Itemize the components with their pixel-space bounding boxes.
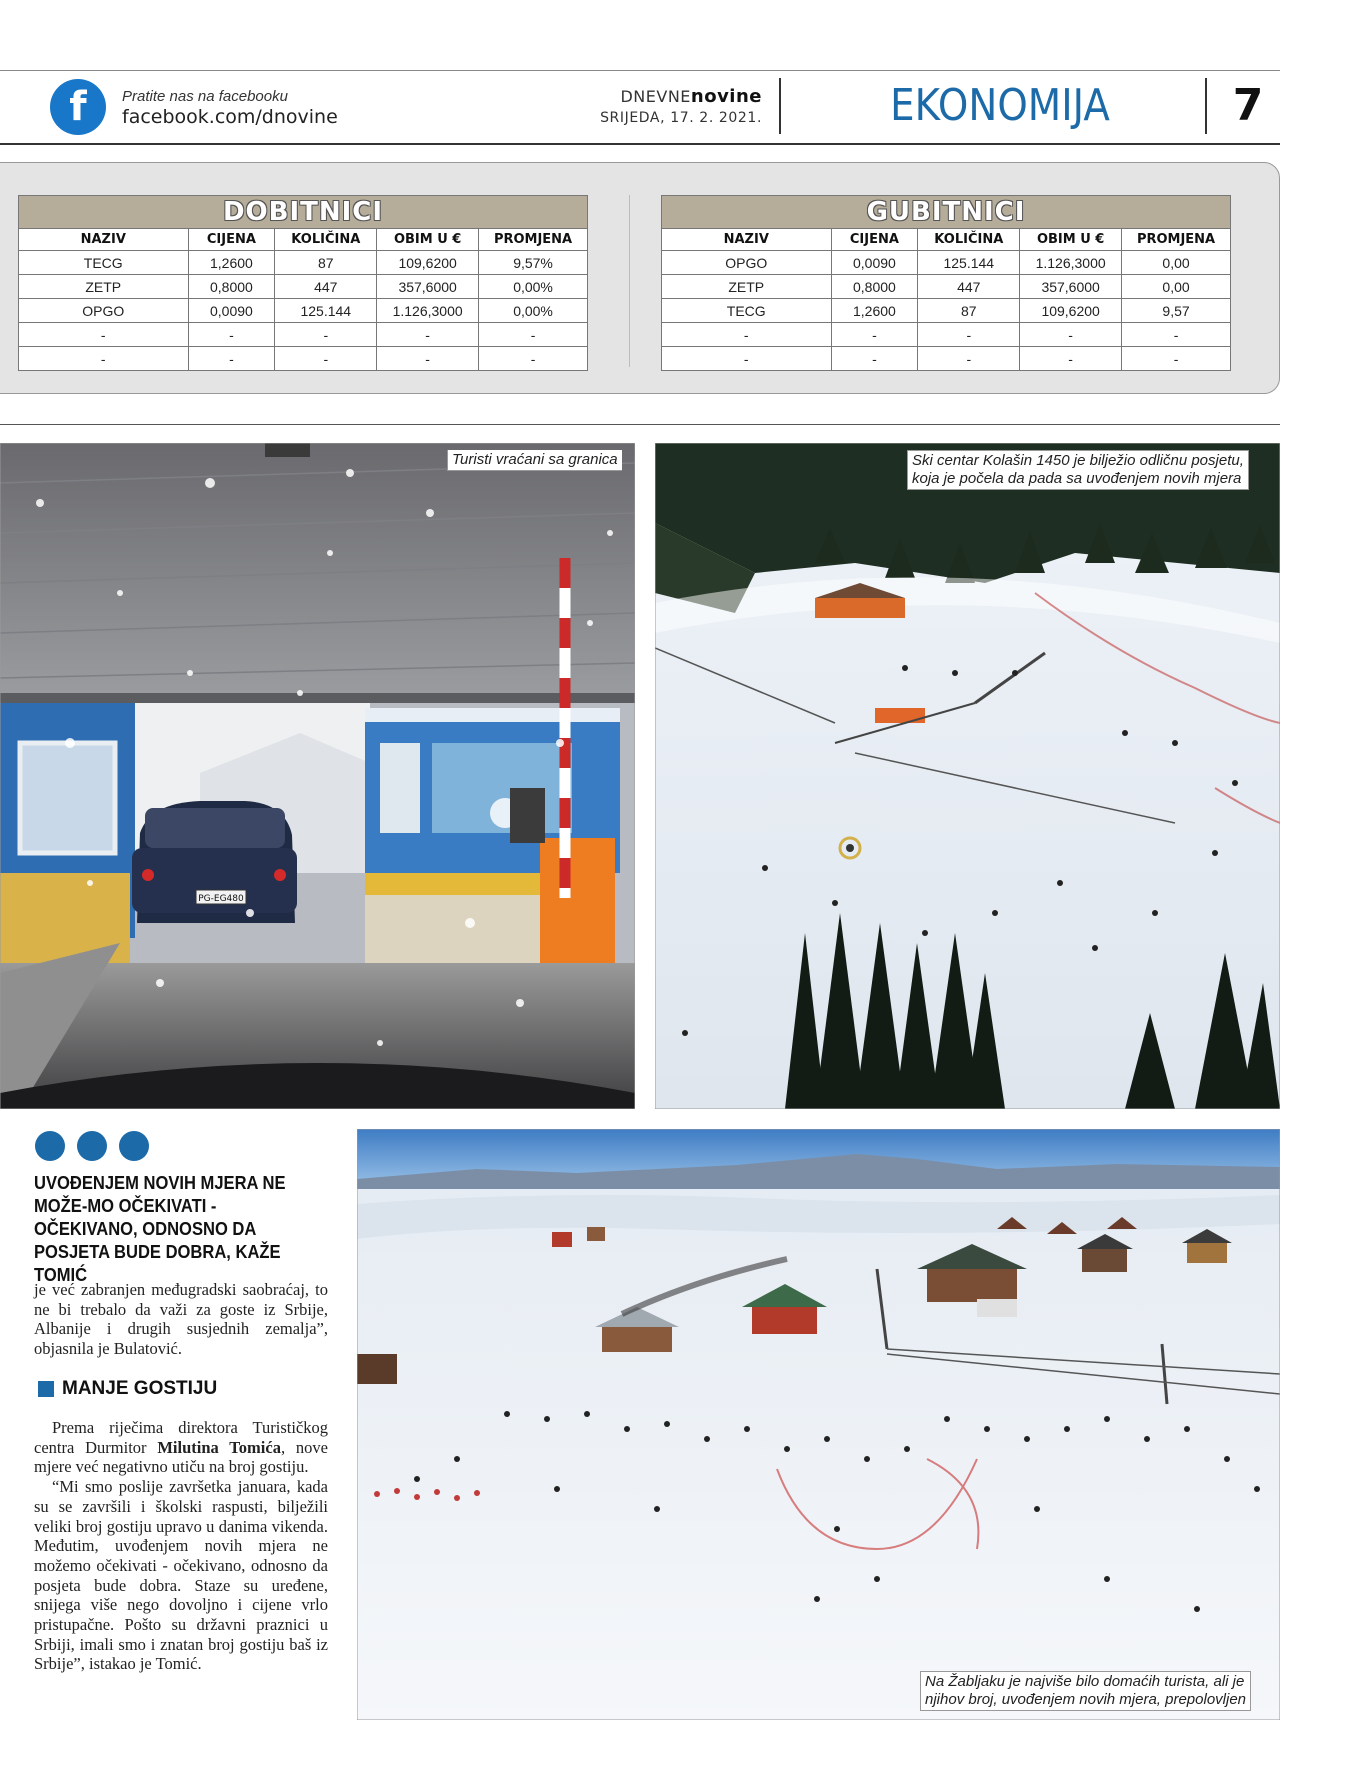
border-crossing-photo — [0, 443, 635, 1109]
cell: TECG — [19, 251, 189, 275]
cell: 447 — [275, 275, 377, 299]
table-row — [662, 299, 1231, 323]
cell: - — [479, 347, 588, 371]
license-plate: PG-EG480 — [198, 894, 244, 904]
dot-icon — [77, 1131, 107, 1161]
column-header: OBIM U € — [377, 229, 479, 251]
cell: - — [188, 347, 275, 371]
section-rule — [0, 424, 1280, 425]
cell: - — [377, 323, 479, 347]
cell: 87 — [918, 299, 1020, 323]
cell: OPGO — [662, 251, 832, 275]
column-header: OBIM U € — [1020, 229, 1122, 251]
cell: 125.144 — [275, 299, 377, 323]
newspaper-brand — [580, 86, 762, 107]
cell: - — [19, 323, 189, 347]
facebook-icon[interactable]: f — [50, 79, 106, 135]
cell: 0,0090 — [831, 251, 918, 275]
cell: 0,8000 — [831, 275, 918, 299]
cell: OPGO — [19, 299, 189, 323]
cell: TECG — [662, 299, 832, 323]
section-title: EKONOMIJA — [890, 80, 1110, 131]
cell: - — [831, 347, 918, 371]
cell: - — [479, 323, 588, 347]
paragraph-text: Prema riječima direktora Turističkog centra Durmitor — [34, 1418, 328, 1457]
cell: - — [275, 323, 377, 347]
header-divider — [779, 78, 781, 134]
header-divider — [1205, 78, 1207, 134]
square-bullet-icon — [38, 1381, 54, 1397]
cell: 1,2600 — [188, 251, 275, 275]
table-row — [19, 251, 588, 275]
cell: - — [662, 347, 832, 371]
table-row — [662, 323, 1231, 347]
cell: 109,6200 — [377, 251, 479, 275]
zabljak-illustration — [357, 1129, 1280, 1720]
cell: - — [1122, 347, 1231, 371]
column-header: PROMJENA — [1122, 229, 1231, 251]
header-bottom-rule — [0, 143, 1280, 145]
cell: 9,57% — [479, 251, 588, 275]
zabljak-ski-photo — [357, 1129, 1280, 1720]
cell: 357,6000 — [1020, 275, 1122, 299]
table-row — [662, 251, 1231, 275]
table-row — [19, 275, 588, 299]
paragraph-text: , nove mjere već negativno utiču na broj gostiju. — [34, 1437, 328, 1477]
cell: 1.126,3000 — [1020, 251, 1122, 275]
table-row — [19, 347, 588, 371]
cell: - — [918, 323, 1020, 347]
cell: - — [275, 347, 377, 371]
table-row — [662, 275, 1231, 299]
caption-line: Na Žabljaku je najviše bilo domaćih turista, ali je — [925, 1673, 1245, 1690]
facebook-follow-text: Pratite nas na facebooku — [122, 88, 288, 105]
cell: - — [19, 347, 189, 371]
caption-line: koja je počela da pada sa uvođenjem novih mjera — [912, 470, 1242, 487]
quote-dots — [35, 1131, 149, 1161]
photo-caption — [920, 1671, 1251, 1711]
cell: 0,00 — [1122, 275, 1231, 299]
cell: 0,00% — [479, 275, 588, 299]
cell: - — [377, 347, 479, 371]
column-header: CIJENA — [188, 229, 275, 251]
column-header: PROMJENA — [479, 229, 588, 251]
losers-table — [661, 195, 1231, 371]
border-crossing-illustration — [0, 443, 635, 1109]
cell: ZETP — [662, 275, 832, 299]
cell: 0,0090 — [188, 299, 275, 323]
cell: 1,2600 — [831, 299, 918, 323]
cell: 357,6000 — [377, 275, 479, 299]
brand-prefix: DNEVNE — [620, 87, 691, 106]
cell: - — [831, 323, 918, 347]
brand-suffix: novine — [690, 86, 762, 107]
kolasin-ski-photo — [655, 443, 1280, 1109]
cell: 447 — [918, 275, 1020, 299]
subhead-text: MANJE GOSTIJU — [62, 1378, 218, 1399]
gainers-title: DOBITNICI — [19, 196, 588, 229]
cell: 9,57 — [1122, 299, 1231, 323]
column-header: KOLIČINA — [275, 229, 377, 251]
column-header: NAZIV — [19, 229, 189, 251]
cell: - — [188, 323, 275, 347]
table-row — [19, 299, 588, 323]
cell: 1.126,3000 — [377, 299, 479, 323]
facebook-url[interactable]: facebook.com/dnovine — [122, 106, 338, 128]
table-row — [662, 347, 1231, 371]
cell: - — [1122, 323, 1231, 347]
caption-line: Ski centar Kolašin 1450 je bilježio odličnu posjetu, — [912, 452, 1244, 469]
dot-icon — [119, 1131, 149, 1161]
article-body — [34, 1418, 328, 1674]
column-header: NAZIV — [662, 229, 832, 251]
cell: 87 — [275, 251, 377, 275]
photo-caption: Turisti vraćani sa granica — [447, 450, 622, 471]
column-header: CIJENA — [831, 229, 918, 251]
article-subhead — [38, 1378, 217, 1400]
panel-divider — [629, 195, 630, 367]
cell: - — [1020, 347, 1122, 371]
cell: - — [662, 323, 832, 347]
cell: 0,00 — [1122, 251, 1231, 275]
photo-caption — [907, 450, 1249, 490]
cell: 0,00% — [479, 299, 588, 323]
column-header: KOLIČINA — [918, 229, 1020, 251]
gainers-table — [18, 195, 588, 371]
table-row — [19, 323, 588, 347]
pull-quote: UVOĐENJEM NOVIH MJERA NE MOŽE-MO OČEKIVATI - OČEKIVANO, ODNOSNO DA POSJETA BUDE DOBRA, KAŽE TOMIĆ — [34, 1173, 286, 1285]
cell: 125.144 — [918, 251, 1020, 275]
page-number: 7 — [1232, 80, 1264, 131]
header-top-rule — [0, 70, 1280, 71]
article-paragraph: je već zabranjen međugradski saobraćaj, to ne bi trebalo da važi za goste iz Srbije, Albanije i drugih susjednih zemalja”, objasnila je Bulatović. — [34, 1280, 328, 1359]
cell: - — [918, 347, 1020, 371]
dot-icon — [35, 1131, 65, 1161]
losers-title: GUBITNICI — [662, 196, 1231, 229]
cell: ZETP — [19, 275, 189, 299]
caption-line: njihov broj, uvođenjem novih mjera, prepolovljen — [925, 1691, 1247, 1708]
article-paragraph: “Mi smo poslije završetka januara, kada su se završili i školski raspusti, bilježili veliki broj gostiju upravo u danima vikenda. Međutim, uvođenjem novih mjera ne možemo očekivati - očekivano, odnosno da posjeta bude dobra. Staze su uređene, snijega više nego dovoljno i cijene vrlo pristupačne. Pošto su državni praznici u Srbiji, imali smo i znatan broj gostiju baš iz Srbije”, istakao je Tomić. — [34, 1477, 328, 1674]
cell: 109,6200 — [1020, 299, 1122, 323]
article-paragraph — [34, 1418, 328, 1477]
kolasin-illustration — [655, 443, 1280, 1109]
person-name: Milutina Tomića — [157, 1437, 281, 1457]
cell: - — [1020, 323, 1122, 347]
cell: 0,8000 — [188, 275, 275, 299]
publication-date: SRIJEDA, 17. 2. 2021. — [600, 110, 762, 126]
